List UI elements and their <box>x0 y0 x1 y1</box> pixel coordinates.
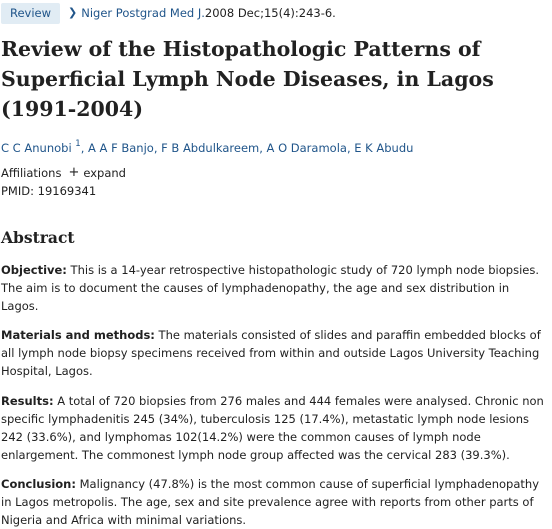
section-label: Conclusion: <box>1 477 76 492</box>
citation-details: 2008 Dec;15(4):243-6. <box>204 6 336 20</box>
publication-type-badge: Review <box>1 3 60 24</box>
section-label: Materials and methods: <box>1 328 155 343</box>
journal-link[interactable]: Niger Postgrad Med J. <box>81 6 205 20</box>
author-separator: , <box>80 140 89 155</box>
author-link[interactable]: F B Abdulkareem <box>161 140 260 155</box>
chevron-right-icon: ❯ <box>68 5 78 19</box>
author-list <box>1 137 552 156</box>
author-link[interactable]: E K Abudu <box>354 140 414 155</box>
section-text: Malignancy (47.8%) is the most common cause of superficial lymphadenopathy in Lagos metropolis. The age, sex and site prevalence agree with reports from other parts of Nigeria and Africa with minimal variations. <box>1 477 539 528</box>
section-text: The materials consisted of slides and paraffin embedded blocks of all lymph node biopsy specimens received from within and outside Lagos University Teaching Hospital, Lagos. <box>1 328 541 379</box>
affiliations-row <box>1 165 552 181</box>
affiliation-ref[interactable]: 1 <box>75 139 81 149</box>
author-separator: , <box>153 140 162 155</box>
author-link[interactable]: A O Daramola <box>266 140 347 155</box>
author-separator: , <box>346 140 355 155</box>
section-label: Results: <box>1 393 54 408</box>
plus-icon[interactable]: + <box>68 164 80 180</box>
section-label: Objective: <box>1 262 67 277</box>
section-text: A total of 720 biopsies from 276 males and 444 females were analysed. Chronic non specific lymphadenitis 245 (34%), tuberculosis 125 (17.4%), metastatic lymph node lesions 242 (33.6%), and lymphomas 102(14.2%) were the common causes of lymph node enlargement. The commonest lymph node group affected was the cervical 283 (39.3%). <box>1 393 544 462</box>
abstract-objective <box>1 261 549 315</box>
abstract-heading: Abstract <box>1 227 75 247</box>
author-separator: , <box>259 140 267 155</box>
section-text: This is a 14-year retrospective histopathologic study of 720 lymph node biopsies. The aim is to document the causes of lymphadenopathy, the age and sex distribution in Lagos. <box>1 262 539 313</box>
article-title: Review of the Histopathologic Patterns of Superficial Lymph Node Diseases, in Lagos (1991-2004) <box>1 37 494 121</box>
pmid: PMID: 19169341 <box>1 183 97 198</box>
article-page <box>0 1 552 528</box>
author-link[interactable]: A A F Banjo <box>88 140 154 155</box>
affiliations-label: Affiliations <box>1 165 62 180</box>
author-link[interactable]: C C Anunobi <box>1 140 72 155</box>
abstract-results <box>1 392 549 464</box>
abstract-conclusion <box>1 475 549 529</box>
abstract-methods <box>1 326 549 380</box>
citation-bar <box>1 1 552 25</box>
expand-affiliations-button[interactable]: expand <box>83 165 126 180</box>
